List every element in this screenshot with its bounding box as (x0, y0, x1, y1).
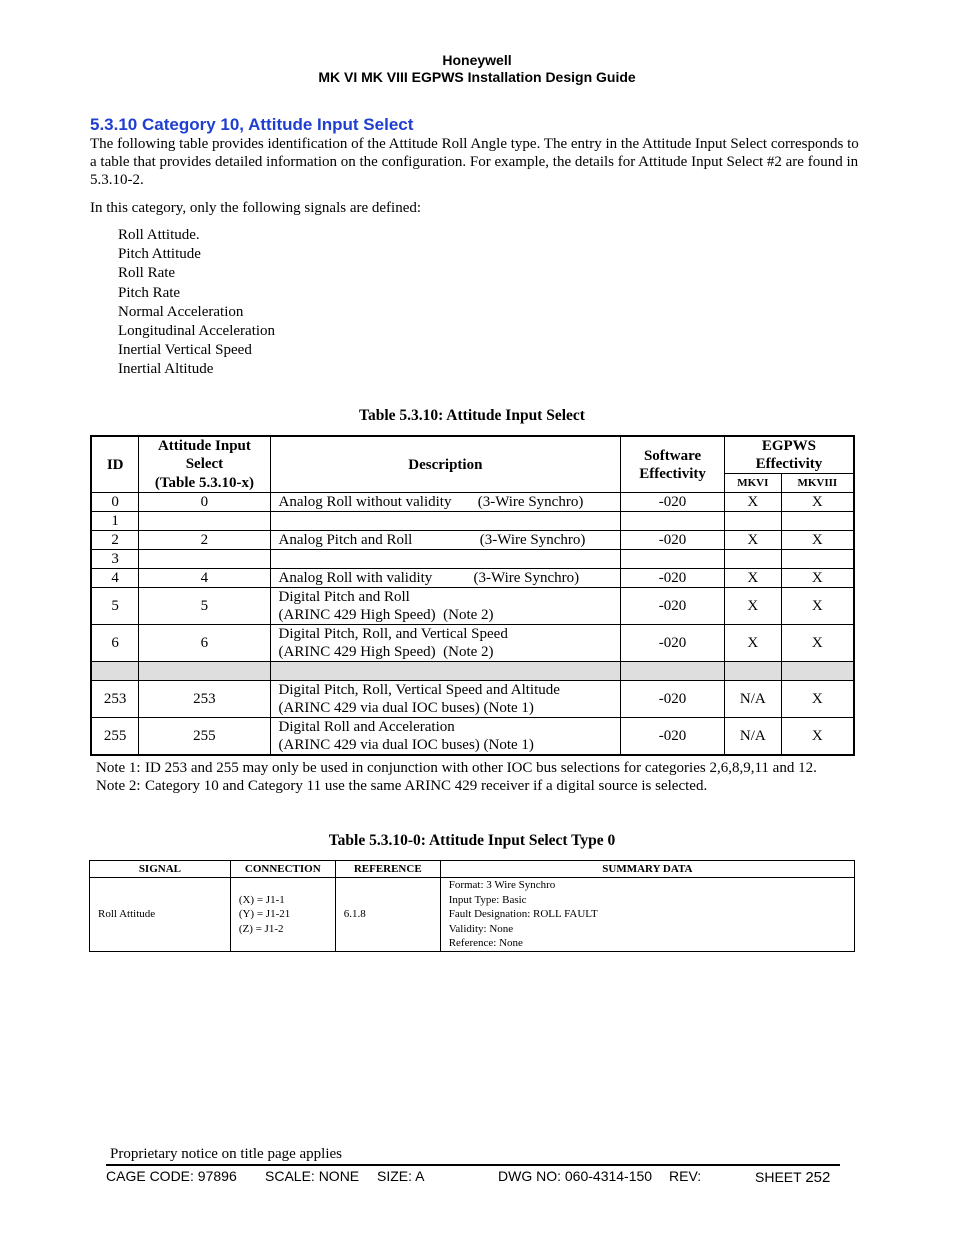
cell-mkvi (724, 550, 781, 569)
cell-id: 0 (91, 493, 139, 512)
cell-mkvi: X (724, 625, 781, 662)
header-signal: SIGNAL (90, 861, 231, 878)
table-row (91, 681, 854, 718)
cell-software: -020 (621, 718, 725, 756)
cell-description (270, 718, 621, 756)
sheet-label: SHEET (755, 1169, 802, 1185)
cell-software: -020 (621, 681, 725, 718)
cell-mkviii (781, 512, 854, 531)
cell-software (621, 550, 725, 569)
cell-mkvi: X (724, 569, 781, 588)
drawing-number: DWG NO: 060-4314-150 (498, 1168, 653, 1184)
table-row (91, 569, 854, 588)
cell-mkviii: X (781, 569, 854, 588)
sheet-number: 252 (805, 1169, 831, 1186)
header-doc-title: MK VI MK VIII EGPWS Installation Design Guide (318, 69, 636, 85)
section-title: 5.3.10 Category 10, Attitude Input Select (90, 115, 414, 134)
description-line: (ARINC 429 via dual IOC buses) (Note 1) (278, 700, 534, 716)
cell-id: 1 (91, 512, 139, 531)
cell-signal: Roll Attitude (90, 878, 231, 952)
note-text: ID 253 and 255 may only be used in conjunction with other IOC bus selections for categories 2,6,8,9,11 and 12. (145, 760, 817, 776)
cell-mkviii: X (781, 531, 854, 550)
header-summary: SUMMARY DATA (440, 861, 854, 878)
cell-mkvi (724, 512, 781, 531)
summary-line: Reference: None (448, 937, 523, 949)
cell-description (270, 531, 621, 550)
note-text: Category 10 and Category 11 use the same ARINC 429 receiver if a digital source is selected. (145, 778, 708, 794)
cell-mkviii: X (781, 588, 854, 625)
table-row (91, 550, 854, 569)
cell-select: 255 (139, 718, 270, 756)
signal-item: Normal Acceleration (118, 303, 244, 320)
proprietary-notice: Proprietary notice on title page applies (110, 1146, 343, 1162)
description-line: Digital Pitch and Roll (278, 589, 410, 605)
table-row (91, 588, 854, 625)
header-reference: REFERENCE (335, 861, 440, 878)
signal-item: Pitch Rate (118, 284, 181, 301)
cell-mkviii: X (781, 625, 854, 662)
cell-select (139, 550, 270, 569)
cage-code: CAGE CODE: 97896 (106, 1168, 237, 1184)
cell-description (270, 625, 621, 662)
scale: SCALE: NONE (265, 1168, 360, 1184)
header-company: Honeywell (442, 52, 512, 68)
cell-id: 3 (91, 550, 139, 569)
cell-select (139, 662, 270, 681)
cell-id: 2 (91, 531, 139, 550)
table2-caption: Table 5.3.10-0: Attitude Input Select Type 0 (328, 832, 616, 849)
table-row (91, 493, 854, 512)
header-select: Attitude Input Select (139, 436, 270, 474)
summary-line: Format: 3 Wire Synchro (448, 879, 556, 891)
table1-notes (96, 759, 817, 795)
cell-description (270, 569, 621, 588)
signal-item: Inertial Altitude (118, 361, 214, 378)
description-line: Analog Roll without validity (3-Wire Synchro) (278, 494, 584, 510)
table-row (91, 531, 854, 550)
cell-description (270, 493, 621, 512)
cell-mkvi: N/A (724, 681, 781, 718)
cell-select (139, 512, 270, 531)
cell-software: -020 (621, 588, 725, 625)
attitude-input-type0-table (89, 860, 855, 952)
header-software: Software Effectivity (621, 436, 725, 493)
connection-line: (X) = J1-1 (238, 893, 285, 906)
summary-line: Input Type: Basic (448, 893, 527, 906)
cell-select: 2 (139, 531, 270, 550)
cell-id: 5 (91, 588, 139, 625)
sheet (755, 1169, 830, 1186)
cell-mkvi: N/A (724, 718, 781, 756)
header-connection: CONNECTION (230, 861, 335, 878)
description-line: (ARINC 429 High Speed) (Note 2) (278, 644, 494, 660)
note-label: Note 2: (96, 778, 141, 794)
cell-mkviii: X (781, 718, 854, 756)
cell-description (270, 512, 621, 531)
table-row (91, 512, 854, 531)
description-line: Analog Pitch and Roll (3-Wire Synchro) (278, 532, 586, 548)
summary-line: Validity: None (448, 922, 514, 935)
connection-line: (Y) = J1-21 (238, 908, 291, 920)
table1-caption: Table 5.3.10: Attitude Input Select (359, 407, 585, 424)
cell-select: 6 (139, 625, 270, 662)
description-line: (ARINC 429 High Speed) (Note 2) (278, 607, 494, 623)
note-1 (96, 759, 817, 777)
header-description: Description (270, 436, 621, 493)
signals-intro: In this category, only the following signals are defined: (90, 200, 422, 216)
cell-software (621, 662, 725, 681)
cell-description (270, 662, 621, 681)
intro-paragraph: The following table provides identification of the Attitude Roll Angle type. The entry in the Attitude Input Select corresponds to a table that provides detailed information on the configuration. For example, the details for Attitude Input Select #2 are found in 5.3.10-2. (90, 136, 859, 188)
table-row (91, 625, 854, 662)
cell-mkviii: X (781, 681, 854, 718)
signal-list (118, 226, 275, 380)
attitude-input-select-table (90, 435, 855, 756)
signal-item: Roll Rate (118, 265, 176, 282)
header-mkvi: MKVI (724, 474, 781, 493)
cell-mkviii (781, 662, 854, 681)
cell-connection (230, 878, 335, 952)
cell-id: 253 (91, 681, 139, 718)
footer-divider (106, 1164, 840, 1166)
cell-reference: 6.1.8 (335, 878, 440, 952)
cell-mkviii (781, 550, 854, 569)
description-line: (ARINC 429 via dual IOC buses) (Note 1) (278, 737, 534, 753)
note-label: Note 1: (96, 760, 141, 776)
header-id: ID (91, 436, 139, 493)
header-mkviii: MKVIII (781, 474, 854, 493)
note-2 (96, 777, 817, 795)
cell-mkvi: X (724, 531, 781, 550)
description-line: Analog Roll with validity (3-Wire Synchro) (278, 570, 580, 586)
cell-description (270, 681, 621, 718)
signal-item: Roll Attitude. (118, 227, 200, 243)
cell-software: -020 (621, 493, 725, 512)
cell-select: 253 (139, 681, 270, 718)
cell-software (621, 512, 725, 531)
signal-item: Inertial Vertical Speed (118, 342, 252, 359)
description-line: Digital Pitch, Roll, and Vertical Speed (278, 626, 508, 642)
cell-summary (440, 878, 854, 952)
signal-item: Pitch Attitude (118, 246, 201, 263)
cell-mkvi: X (724, 588, 781, 625)
connection-line: (Z) = J1-2 (238, 922, 284, 935)
cell-mkvi (724, 662, 781, 681)
cell-description (270, 550, 621, 569)
description-line: Digital Roll and Acceleration (278, 719, 455, 735)
cell-id: 6 (91, 625, 139, 662)
table-row (91, 662, 854, 681)
cell-software: -020 (621, 625, 725, 662)
cell-description (270, 588, 621, 625)
cell-id (91, 662, 139, 681)
cell-mkvi: X (724, 493, 781, 512)
cell-select: 5 (139, 588, 270, 625)
revision: REV: (669, 1168, 702, 1184)
cell-select: 0 (139, 493, 270, 512)
description-line: Digital Pitch, Roll, Vertical Speed and Altitude (278, 682, 560, 698)
cell-id: 4 (91, 569, 139, 588)
header-egpws: EGPWS Effectivity (724, 436, 854, 474)
cell-select: 4 (139, 569, 270, 588)
table-row (91, 718, 854, 756)
signal-item: Longitudinal Acceleration (118, 322, 276, 339)
summary-line: Fault Designation: ROLL FAULT (448, 908, 598, 920)
header-select-ref: (Table 5.3.10-x) (139, 474, 270, 493)
cell-mkviii: X (781, 493, 854, 512)
size: SIZE: A (377, 1168, 425, 1184)
cell-software: -020 (621, 569, 725, 588)
cell-software: -020 (621, 531, 725, 550)
cell-id: 255 (91, 718, 139, 756)
